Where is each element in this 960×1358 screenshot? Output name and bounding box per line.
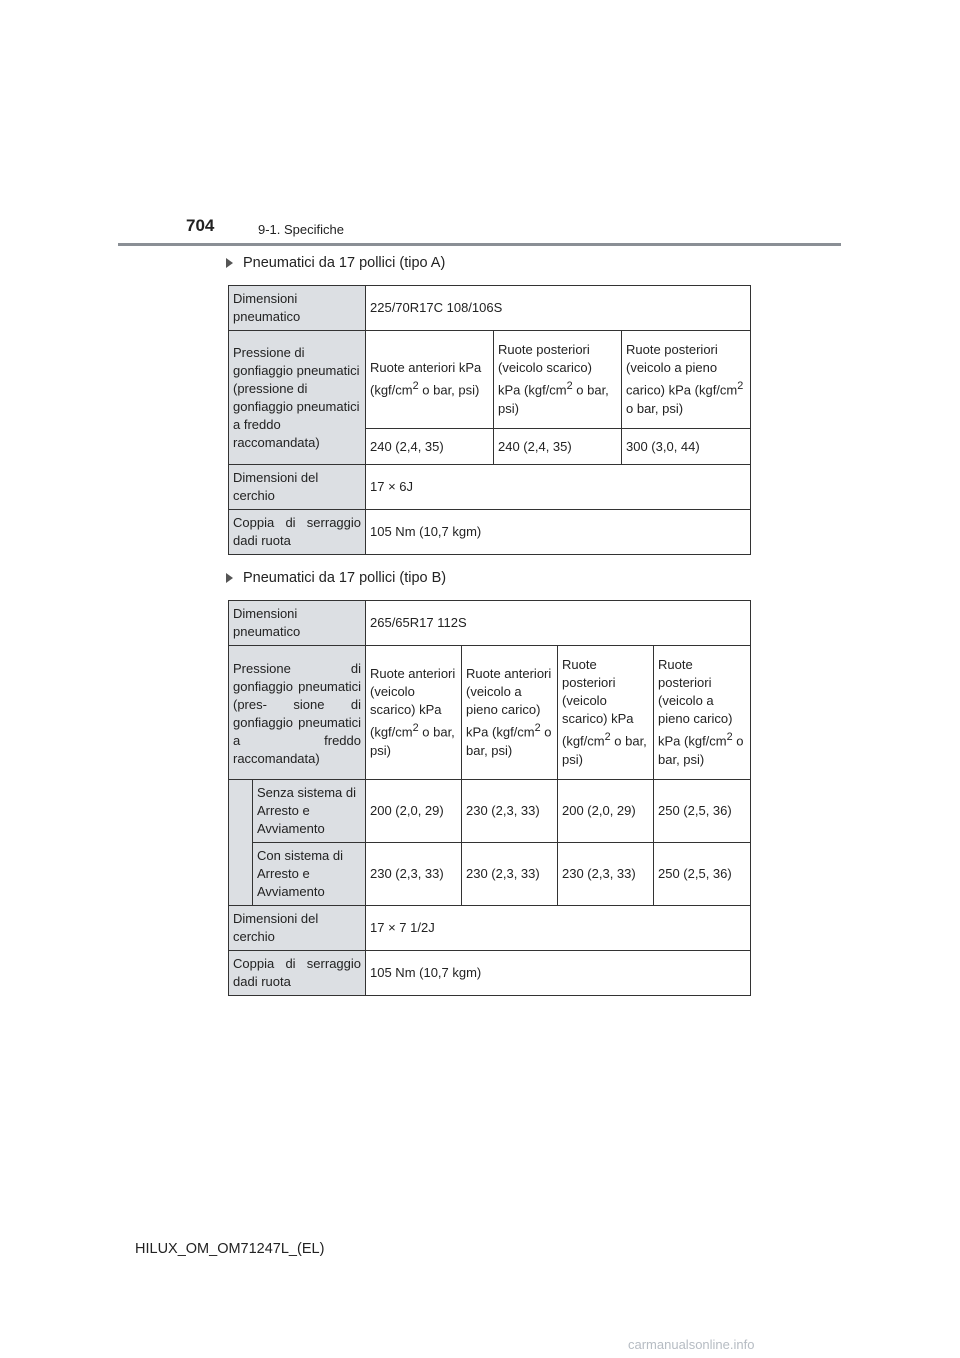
torque-value: 105 Nm (10,7 kgm) <box>366 951 751 996</box>
pressure-label: Pressione di gonfiaggio pneumatici (pressione di gonfiaggio pneumatici a freddo raccomandata) <box>229 331 366 465</box>
section-title: 9-1. Specifiche <box>258 222 344 237</box>
pressure-label-spacer <box>229 780 253 906</box>
row-with-stop-start-label: Con sistema di Arresto e Avviamento <box>253 843 366 906</box>
col-header: Ruote anteriori (veicolo scarico) kPa ($kgf/cm^2$ o bar, psi) <box>366 646 462 780</box>
row-without-stop-start-label: Senza sistema di Arresto e Avviamento <box>253 780 366 843</box>
bullet-triangle-icon <box>226 573 233 583</box>
table-row <box>229 465 751 510</box>
pressure-value: 240 (2,4, 35) <box>494 429 622 465</box>
table-row <box>229 906 751 951</box>
pressure-value: 230 (2,3, 33) <box>366 843 462 906</box>
table-row <box>229 601 751 646</box>
table-row <box>229 843 751 906</box>
table-row <box>229 780 751 843</box>
document-id: HILUX_OM_OM71247L_(EL) <box>135 1241 325 1257</box>
rim-value: 17 × 7 1/2J <box>366 906 751 951</box>
pressure-value: 250 (2,5, 36) <box>654 843 751 906</box>
pressure-value: 230 (2,3, 33) <box>462 843 558 906</box>
pressure-value: 200 (2,0, 29) <box>366 780 462 843</box>
col-rear-full-header: Ruote posteriori (veicolo a pieno carico) kPa ($kgf/cm^2$ o bar, psi) <box>622 331 751 429</box>
col-front-header: Ruote anteriori kPa ($kgf/cm^2$ o bar, psi) <box>366 331 494 429</box>
rim-value: 17 × 6J <box>366 465 751 510</box>
table-row <box>229 951 751 996</box>
pressure-value: 300 (3,0, 44) <box>622 429 751 465</box>
torque-value: 105 Nm (10,7 kgm) <box>366 510 751 555</box>
header-divider <box>118 243 841 246</box>
table-row <box>229 286 751 331</box>
col-header: Ruote posteriori (veicolo a pieno carico) kPa ($kgf/cm^2$ o bar, psi) <box>654 646 751 780</box>
table-a-heading <box>226 255 445 271</box>
watermark: carmanualsonline.info <box>628 1337 755 1352</box>
rim-label: Dimensioni del cerchio <box>229 906 366 951</box>
table-a-heading-text: Pneumatici da 17 pollici (tipo A) <box>243 255 446 271</box>
pressure-value: 230 (2,3, 33) <box>462 780 558 843</box>
pressure-value: 240 (2,4, 35) <box>366 429 494 465</box>
page-number: 704 <box>186 216 215 235</box>
spec-table-b <box>228 600 751 996</box>
table-row <box>229 646 751 780</box>
col-rear-empty-header: Ruote posteriori (veicolo scarico) kPa ($kgf/cm^2$ o bar, psi) <box>494 331 622 429</box>
col-header: Ruote anteriori (veicolo a pieno carico) kPa ($kgf/cm^2$ o bar, psi) <box>462 646 558 780</box>
rim-label: Dimensioni del cerchio <box>229 465 366 510</box>
pressure-label: Pressione di gonfiaggio pneumatici (pres- sione di gonfiaggio pneumatici a freddo raccomandata) <box>229 646 366 780</box>
table-b-heading-text: Pneumatici da 17 pollici (tipo B) <box>243 570 447 586</box>
pressure-value: 250 (2,5, 36) <box>654 780 751 843</box>
torque-label: Coppia di serraggio dadi ruota <box>229 510 366 555</box>
bullet-triangle-icon <box>226 258 233 268</box>
torque-label: Coppia di serraggio dadi ruota <box>229 951 366 996</box>
spec-table-a <box>228 285 751 555</box>
pressure-value: 200 (2,0, 29) <box>558 780 654 843</box>
table-row <box>229 331 751 429</box>
table-row <box>229 510 751 555</box>
tire-size-label: Dimensioni pneumatico <box>229 601 366 646</box>
tire-size-label: Dimensioni pneumatico <box>229 286 366 331</box>
tire-size-value: 265/65R17 112S <box>366 601 751 646</box>
tire-size-value: 225/70R17C 108/106S <box>366 286 751 331</box>
pressure-value: 230 (2,3, 33) <box>558 843 654 906</box>
table-b-heading <box>226 570 446 586</box>
col-header: Ruote posteriori (veicolo scarico) kPa ($kgf/cm^2$ o bar, psi) <box>558 646 654 780</box>
